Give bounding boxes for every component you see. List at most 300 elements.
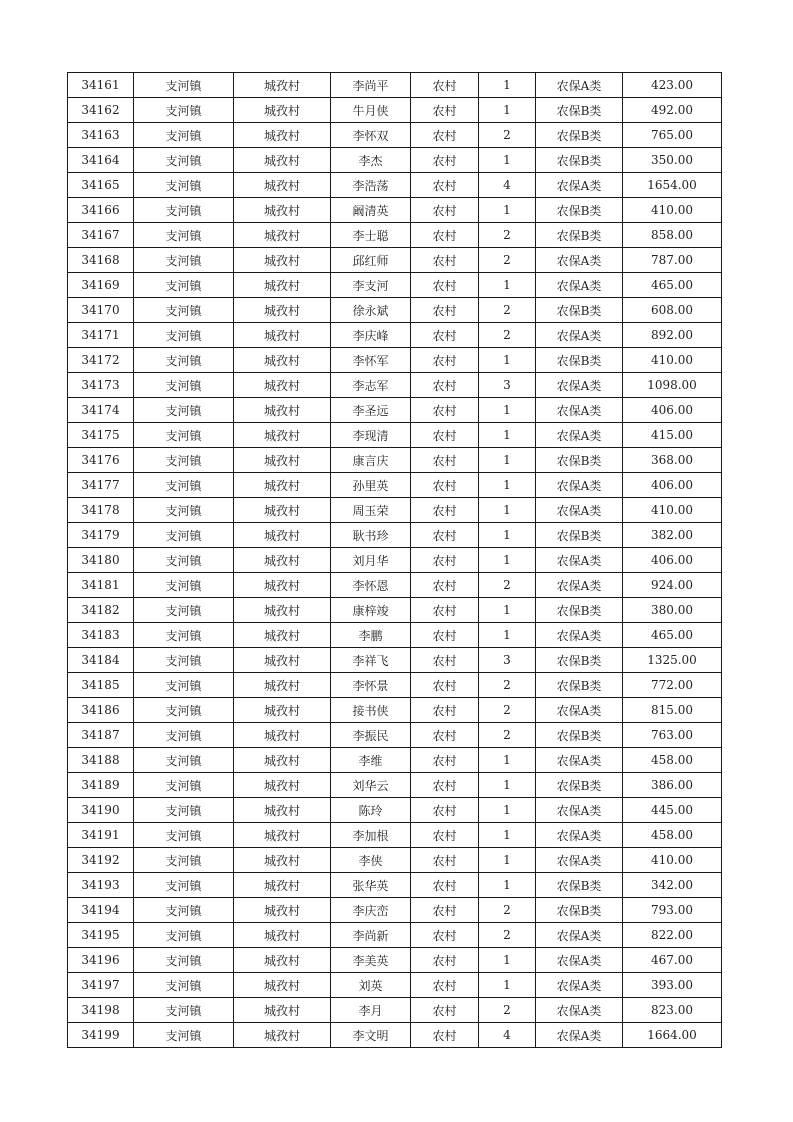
people-count-cell: 1	[479, 798, 536, 823]
record-id-cell: 34161	[68, 73, 134, 98]
people-count-cell: 2	[479, 223, 536, 248]
village-cell: 城孜村	[234, 673, 331, 698]
village-cell: 城孜村	[234, 973, 331, 998]
record-id-cell: 34168	[68, 248, 134, 273]
people-count-cell: 2	[479, 998, 536, 1023]
town-cell: 支河镇	[134, 298, 234, 323]
record-id-cell: 34196	[68, 948, 134, 973]
amount-cell: 823.00	[623, 998, 722, 1023]
village-cell: 城孜村	[234, 98, 331, 123]
table-row	[68, 698, 722, 723]
table-row	[68, 773, 722, 798]
household-type-cell: 农村	[411, 648, 479, 673]
records-table	[67, 72, 722, 1048]
insurance-category-cell: 农保B类	[536, 298, 623, 323]
people-count-cell: 4	[479, 173, 536, 198]
village-cell: 城孜村	[234, 548, 331, 573]
people-count-cell: 2	[479, 248, 536, 273]
name-cell: 李支河	[331, 273, 411, 298]
village-cell: 城孜村	[234, 298, 331, 323]
insurance-category-cell: 农保B类	[536, 98, 623, 123]
village-cell: 城孜村	[234, 423, 331, 448]
insurance-category-cell: 农保A类	[536, 823, 623, 848]
town-cell: 支河镇	[134, 923, 234, 948]
village-cell: 城孜村	[234, 698, 331, 723]
insurance-category-cell: 农保B类	[536, 523, 623, 548]
table-row	[68, 223, 722, 248]
town-cell: 支河镇	[134, 673, 234, 698]
name-cell: 李庆峰	[331, 323, 411, 348]
town-cell: 支河镇	[134, 123, 234, 148]
town-cell: 支河镇	[134, 798, 234, 823]
name-cell: 李怀军	[331, 348, 411, 373]
amount-cell: 415.00	[623, 423, 722, 448]
village-cell: 城孜村	[234, 148, 331, 173]
record-id-cell: 34186	[68, 698, 134, 723]
town-cell: 支河镇	[134, 823, 234, 848]
table-row	[68, 248, 722, 273]
table-row	[68, 273, 722, 298]
insurance-category-cell: 农保B类	[536, 598, 623, 623]
name-cell: 李志军	[331, 373, 411, 398]
village-cell: 城孜村	[234, 198, 331, 223]
insurance-category-cell: 农保A类	[536, 498, 623, 523]
people-count-cell: 1	[479, 598, 536, 623]
table-row	[68, 798, 722, 823]
household-type-cell: 农村	[411, 673, 479, 698]
record-id-cell: 34174	[68, 398, 134, 423]
household-type-cell: 农村	[411, 123, 479, 148]
people-count-cell: 2	[479, 723, 536, 748]
people-count-cell: 2	[479, 123, 536, 148]
amount-cell: 458.00	[623, 748, 722, 773]
table-row	[68, 598, 722, 623]
table-row	[68, 73, 722, 98]
village-cell: 城孜村	[234, 398, 331, 423]
household-type-cell: 农村	[411, 473, 479, 498]
table-row	[68, 398, 722, 423]
people-count-cell: 2	[479, 298, 536, 323]
town-cell: 支河镇	[134, 523, 234, 548]
amount-cell: 467.00	[623, 948, 722, 973]
village-cell: 城孜村	[234, 1023, 331, 1048]
name-cell: 陈玲	[331, 798, 411, 823]
town-cell: 支河镇	[134, 398, 234, 423]
table-row	[68, 348, 722, 373]
household-type-cell: 农村	[411, 173, 479, 198]
name-cell: 邱红师	[331, 248, 411, 273]
insurance-category-cell: 农保B类	[536, 198, 623, 223]
insurance-category-cell: 农保A类	[536, 1023, 623, 1048]
record-id-cell: 34181	[68, 573, 134, 598]
town-cell: 支河镇	[134, 348, 234, 373]
town-cell: 支河镇	[134, 173, 234, 198]
name-cell: 周玉荣	[331, 498, 411, 523]
table-row	[68, 948, 722, 973]
village-cell: 城孜村	[234, 823, 331, 848]
town-cell: 支河镇	[134, 73, 234, 98]
village-cell: 城孜村	[234, 173, 331, 198]
village-cell: 城孜村	[234, 873, 331, 898]
amount-cell: 393.00	[623, 973, 722, 998]
insurance-category-cell: 农保B类	[536, 873, 623, 898]
table-row	[68, 1023, 722, 1048]
household-type-cell: 农村	[411, 573, 479, 598]
insurance-category-cell: 农保B类	[536, 773, 623, 798]
name-cell: 阚清英	[331, 198, 411, 223]
household-type-cell: 农村	[411, 73, 479, 98]
insurance-category-cell: 农保A类	[536, 323, 623, 348]
table-row	[68, 673, 722, 698]
amount-cell: 1654.00	[623, 173, 722, 198]
table-row	[68, 823, 722, 848]
amount-cell: 445.00	[623, 798, 722, 823]
table-row	[68, 998, 722, 1023]
village-cell: 城孜村	[234, 348, 331, 373]
people-count-cell: 2	[479, 698, 536, 723]
name-cell: 李怀恩	[331, 573, 411, 598]
table-row	[68, 173, 722, 198]
village-cell: 城孜村	[234, 748, 331, 773]
record-id-cell: 34171	[68, 323, 134, 348]
town-cell: 支河镇	[134, 948, 234, 973]
household-type-cell: 农村	[411, 798, 479, 823]
people-count-cell: 1	[479, 148, 536, 173]
table-row	[68, 648, 722, 673]
town-cell: 支河镇	[134, 973, 234, 998]
table-row	[68, 548, 722, 573]
town-cell: 支河镇	[134, 323, 234, 348]
name-cell: 李尚新	[331, 923, 411, 948]
village-cell: 城孜村	[234, 473, 331, 498]
insurance-category-cell: 农保A类	[536, 923, 623, 948]
village-cell: 城孜村	[234, 648, 331, 673]
record-id-cell: 34170	[68, 298, 134, 323]
household-type-cell: 农村	[411, 148, 479, 173]
village-cell: 城孜村	[234, 898, 331, 923]
town-cell: 支河镇	[134, 573, 234, 598]
household-type-cell: 农村	[411, 948, 479, 973]
name-cell: 刘华云	[331, 773, 411, 798]
table-row	[68, 623, 722, 648]
people-count-cell: 1	[479, 523, 536, 548]
town-cell: 支河镇	[134, 273, 234, 298]
household-type-cell: 农村	[411, 423, 479, 448]
table-row	[68, 848, 722, 873]
record-id-cell: 34175	[68, 423, 134, 448]
household-type-cell: 农村	[411, 598, 479, 623]
village-cell: 城孜村	[234, 573, 331, 598]
record-id-cell: 34163	[68, 123, 134, 148]
town-cell: 支河镇	[134, 198, 234, 223]
record-id-cell: 34199	[68, 1023, 134, 1048]
household-type-cell: 农村	[411, 373, 479, 398]
household-type-cell: 农村	[411, 223, 479, 248]
village-cell: 城孜村	[234, 523, 331, 548]
village-cell: 城孜村	[234, 323, 331, 348]
amount-cell: 423.00	[623, 73, 722, 98]
town-cell: 支河镇	[134, 448, 234, 473]
people-count-cell: 1	[479, 748, 536, 773]
village-cell: 城孜村	[234, 598, 331, 623]
record-id-cell: 34166	[68, 198, 134, 223]
record-id-cell: 34164	[68, 148, 134, 173]
insurance-category-cell: 农保B类	[536, 348, 623, 373]
people-count-cell: 4	[479, 1023, 536, 1048]
record-id-cell: 34189	[68, 773, 134, 798]
amount-cell: 815.00	[623, 698, 722, 723]
name-cell: 李士聪	[331, 223, 411, 248]
town-cell: 支河镇	[134, 998, 234, 1023]
village-cell: 城孜村	[234, 798, 331, 823]
people-count-cell: 1	[479, 398, 536, 423]
table-row	[68, 723, 722, 748]
town-cell: 支河镇	[134, 223, 234, 248]
table-row	[68, 523, 722, 548]
village-cell: 城孜村	[234, 73, 331, 98]
name-cell: 李尚平	[331, 73, 411, 98]
household-type-cell: 农村	[411, 898, 479, 923]
table-row	[68, 873, 722, 898]
village-cell: 城孜村	[234, 998, 331, 1023]
amount-cell: 410.00	[623, 198, 722, 223]
village-cell: 城孜村	[234, 248, 331, 273]
people-count-cell: 1	[479, 423, 536, 448]
amount-cell: 380.00	[623, 598, 722, 623]
amount-cell: 772.00	[623, 673, 722, 698]
insurance-category-cell: 农保B类	[536, 223, 623, 248]
people-count-cell: 1	[479, 948, 536, 973]
record-id-cell: 34167	[68, 223, 134, 248]
household-type-cell: 农村	[411, 873, 479, 898]
amount-cell: 793.00	[623, 898, 722, 923]
name-cell: 耿书珍	[331, 523, 411, 548]
amount-cell: 465.00	[623, 623, 722, 648]
household-type-cell: 农村	[411, 623, 479, 648]
people-count-cell: 1	[479, 73, 536, 98]
record-id-cell: 34182	[68, 598, 134, 623]
people-count-cell: 1	[479, 548, 536, 573]
insurance-category-cell: 农保A类	[536, 623, 623, 648]
people-count-cell: 2	[479, 573, 536, 598]
name-cell: 康言庆	[331, 448, 411, 473]
name-cell: 接书侠	[331, 698, 411, 723]
record-id-cell: 34185	[68, 673, 134, 698]
people-count-cell: 3	[479, 648, 536, 673]
table-row	[68, 573, 722, 598]
name-cell: 李浩荡	[331, 173, 411, 198]
table-row	[68, 123, 722, 148]
town-cell: 支河镇	[134, 1023, 234, 1048]
name-cell: 李现清	[331, 423, 411, 448]
people-count-cell: 1	[479, 348, 536, 373]
record-id-cell: 34187	[68, 723, 134, 748]
household-type-cell: 农村	[411, 748, 479, 773]
town-cell: 支河镇	[134, 698, 234, 723]
village-cell: 城孜村	[234, 223, 331, 248]
people-count-cell: 1	[479, 498, 536, 523]
insurance-category-cell: 农保B类	[536, 448, 623, 473]
name-cell: 李祥飞	[331, 648, 411, 673]
household-type-cell: 农村	[411, 273, 479, 298]
insurance-category-cell: 农保A类	[536, 548, 623, 573]
village-cell: 城孜村	[234, 373, 331, 398]
household-type-cell: 农村	[411, 298, 479, 323]
amount-cell: 1098.00	[623, 373, 722, 398]
people-count-cell: 2	[479, 923, 536, 948]
insurance-category-cell: 农保B类	[536, 148, 623, 173]
household-type-cell: 农村	[411, 823, 479, 848]
name-cell: 孙里英	[331, 473, 411, 498]
table-row	[68, 373, 722, 398]
town-cell: 支河镇	[134, 723, 234, 748]
name-cell: 李月	[331, 998, 411, 1023]
household-type-cell: 农村	[411, 523, 479, 548]
name-cell: 李文明	[331, 1023, 411, 1048]
name-cell: 李怀双	[331, 123, 411, 148]
name-cell: 李庆峦	[331, 898, 411, 923]
insurance-category-cell: 农保A类	[536, 573, 623, 598]
insurance-category-cell: 农保A类	[536, 748, 623, 773]
insurance-category-cell: 农保A类	[536, 698, 623, 723]
amount-cell: 858.00	[623, 223, 722, 248]
record-id-cell: 34176	[68, 448, 134, 473]
people-count-cell: 1	[479, 848, 536, 873]
record-id-cell: 34192	[68, 848, 134, 873]
record-id-cell: 34179	[68, 523, 134, 548]
village-cell: 城孜村	[234, 623, 331, 648]
village-cell: 城孜村	[234, 498, 331, 523]
amount-cell: 406.00	[623, 548, 722, 573]
table-row	[68, 973, 722, 998]
town-cell: 支河镇	[134, 473, 234, 498]
insurance-category-cell: 农保A类	[536, 973, 623, 998]
name-cell: 康梓竣	[331, 598, 411, 623]
amount-cell: 406.00	[623, 398, 722, 423]
household-type-cell: 农村	[411, 773, 479, 798]
household-type-cell: 农村	[411, 198, 479, 223]
record-id-cell: 34188	[68, 748, 134, 773]
people-count-cell: 1	[479, 273, 536, 298]
table-row	[68, 898, 722, 923]
village-cell: 城孜村	[234, 923, 331, 948]
name-cell: 李维	[331, 748, 411, 773]
name-cell: 李鹏	[331, 623, 411, 648]
record-id-cell: 34197	[68, 973, 134, 998]
household-type-cell: 农村	[411, 323, 479, 348]
household-type-cell: 农村	[411, 973, 479, 998]
people-count-cell: 2	[479, 323, 536, 348]
table-row	[68, 473, 722, 498]
town-cell: 支河镇	[134, 423, 234, 448]
amount-cell: 892.00	[623, 323, 722, 348]
table-row	[68, 423, 722, 448]
people-count-cell: 1	[479, 973, 536, 998]
amount-cell: 765.00	[623, 123, 722, 148]
village-cell: 城孜村	[234, 448, 331, 473]
town-cell: 支河镇	[134, 873, 234, 898]
record-id-cell: 34184	[68, 648, 134, 673]
record-id-cell: 34177	[68, 473, 134, 498]
household-type-cell: 农村	[411, 848, 479, 873]
name-cell: 李圣远	[331, 398, 411, 423]
table-row	[68, 748, 722, 773]
amount-cell: 492.00	[623, 98, 722, 123]
people-count-cell: 1	[479, 198, 536, 223]
name-cell: 刘月华	[331, 548, 411, 573]
amount-cell: 386.00	[623, 773, 722, 798]
amount-cell: 787.00	[623, 248, 722, 273]
amount-cell: 410.00	[623, 848, 722, 873]
town-cell: 支河镇	[134, 773, 234, 798]
amount-cell: 410.00	[623, 498, 722, 523]
household-type-cell: 农村	[411, 723, 479, 748]
name-cell: 张华英	[331, 873, 411, 898]
people-count-cell: 1	[479, 623, 536, 648]
people-count-cell: 1	[479, 473, 536, 498]
town-cell: 支河镇	[134, 498, 234, 523]
record-id-cell: 34178	[68, 498, 134, 523]
table-row	[68, 298, 722, 323]
name-cell: 徐永斌	[331, 298, 411, 323]
record-id-cell: 34195	[68, 923, 134, 948]
town-cell: 支河镇	[134, 648, 234, 673]
household-type-cell: 农村	[411, 348, 479, 373]
amount-cell: 608.00	[623, 298, 722, 323]
people-count-cell: 2	[479, 673, 536, 698]
village-cell: 城孜村	[234, 848, 331, 873]
name-cell: 牛月侠	[331, 98, 411, 123]
town-cell: 支河镇	[134, 98, 234, 123]
household-type-cell: 农村	[411, 398, 479, 423]
village-cell: 城孜村	[234, 948, 331, 973]
amount-cell: 406.00	[623, 473, 722, 498]
town-cell: 支河镇	[134, 598, 234, 623]
village-cell: 城孜村	[234, 123, 331, 148]
insurance-category-cell: 农保A类	[536, 248, 623, 273]
amount-cell: 465.00	[623, 273, 722, 298]
record-id-cell: 34165	[68, 173, 134, 198]
household-type-cell: 农村	[411, 498, 479, 523]
record-id-cell: 34191	[68, 823, 134, 848]
insurance-category-cell: 农保A类	[536, 273, 623, 298]
household-type-cell: 农村	[411, 98, 479, 123]
people-count-cell: 1	[479, 873, 536, 898]
insurance-category-cell: 农保A类	[536, 998, 623, 1023]
table-row	[68, 323, 722, 348]
record-id-cell: 34193	[68, 873, 134, 898]
village-cell: 城孜村	[234, 723, 331, 748]
household-type-cell: 农村	[411, 998, 479, 1023]
amount-cell: 1664.00	[623, 1023, 722, 1048]
name-cell: 刘英	[331, 973, 411, 998]
record-id-cell: 34183	[68, 623, 134, 648]
table-row	[68, 198, 722, 223]
people-count-cell: 3	[479, 373, 536, 398]
table-row	[68, 98, 722, 123]
household-type-cell: 农村	[411, 698, 479, 723]
household-type-cell: 农村	[411, 1023, 479, 1048]
town-cell: 支河镇	[134, 623, 234, 648]
amount-cell: 458.00	[623, 823, 722, 848]
records-table-body	[68, 73, 722, 1048]
amount-cell: 368.00	[623, 448, 722, 473]
household-type-cell: 农村	[411, 248, 479, 273]
people-count-cell: 2	[479, 898, 536, 923]
insurance-category-cell: 农保A类	[536, 423, 623, 448]
insurance-category-cell: 农保B类	[536, 723, 623, 748]
amount-cell: 1325.00	[623, 648, 722, 673]
